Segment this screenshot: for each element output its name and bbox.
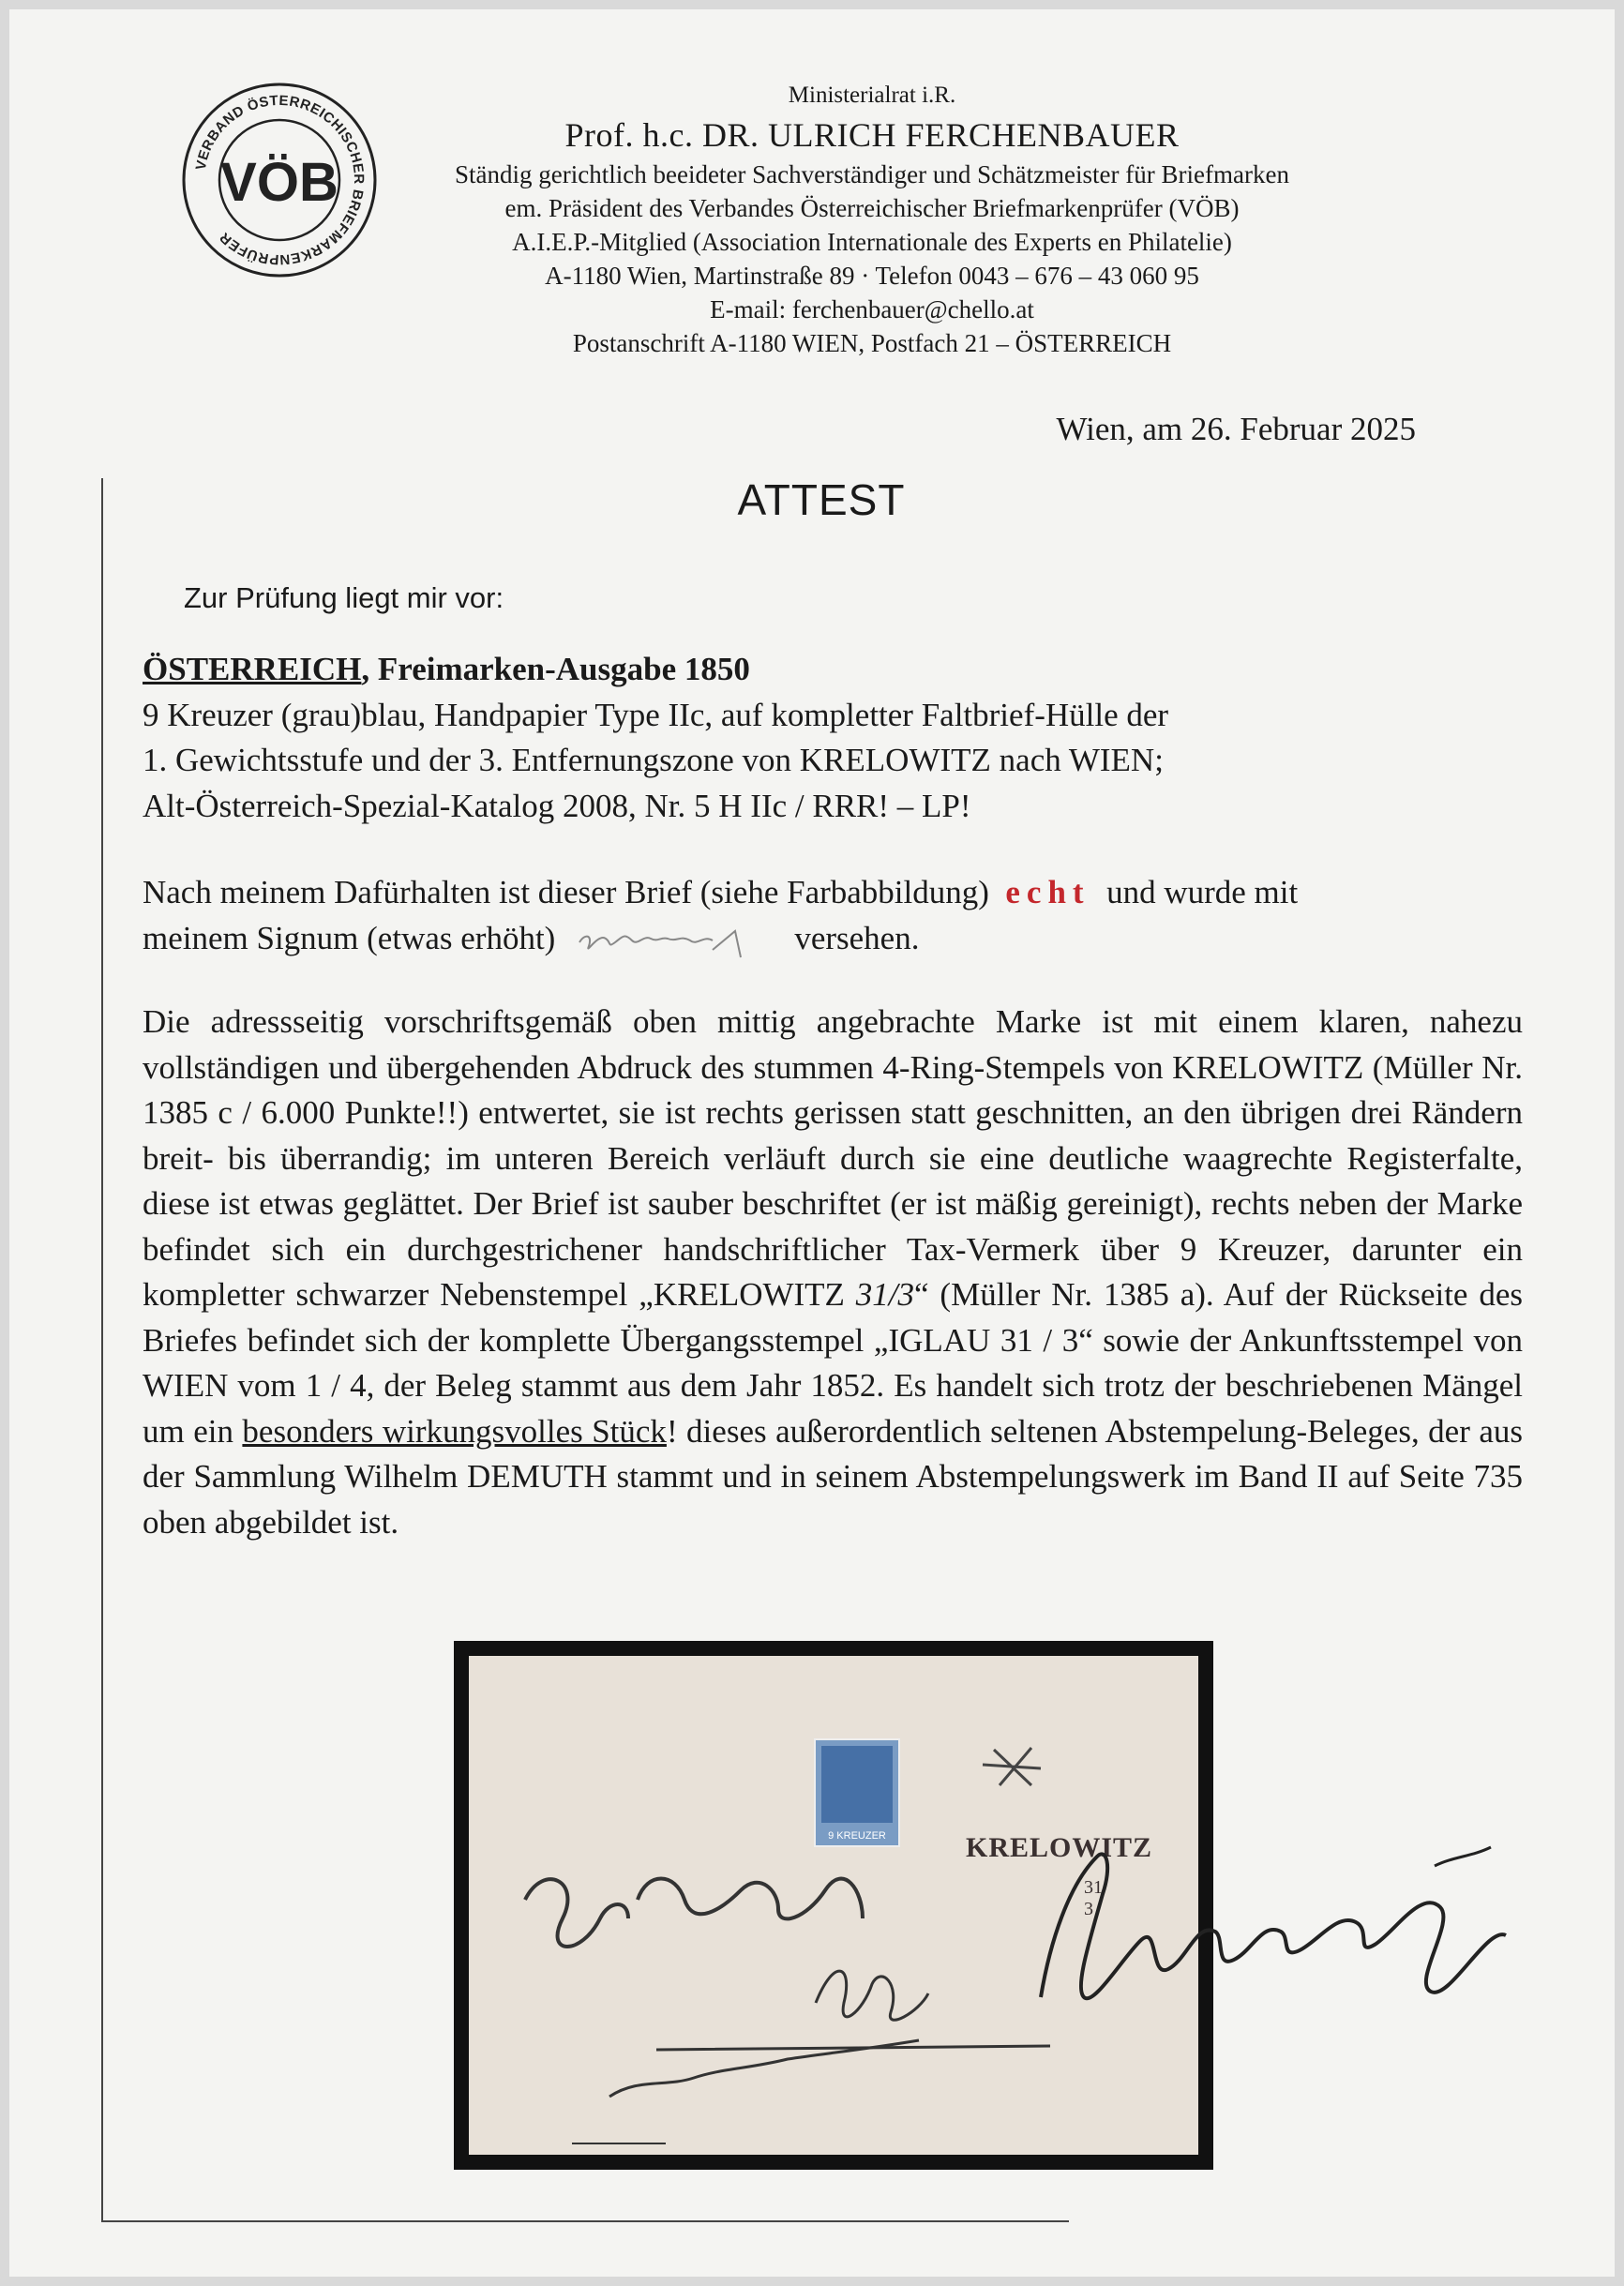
intro-line: Zur Prüfung liegt mir vor: xyxy=(184,581,504,614)
stamp-image xyxy=(814,1738,900,1847)
letterhead xyxy=(384,79,1360,360)
letterhead-line-3: A.I.E.P.-Mitglied (Association Internationale des Experts en Philatelie) xyxy=(512,228,1232,256)
item-heading xyxy=(143,647,1523,693)
seal-monogram: VÖB xyxy=(220,152,338,213)
left-margin-rule xyxy=(101,478,103,2222)
postmark-day: 31 xyxy=(1084,1877,1103,1898)
verdict-pre: Nach meinem Dafürhalten ist dieser Brief (siehe Farbabbildung) xyxy=(143,874,989,910)
letterhead-line-2: em. Präsident des Verbandes Österreichischer Briefmarkenprüfer (VÖB) xyxy=(504,194,1240,222)
condition-highlight: besonders wirkungsvolles Stück xyxy=(242,1412,667,1450)
small-signature-icon xyxy=(572,922,778,959)
verdict-line2-pre: meinem Signum (etwas erhöht) xyxy=(143,919,556,956)
condition-text-c: ! dieses außerordentlich seltenen Abstempelung-Beleges, der aus der Sammlung Wilhelm DEMUTH stammt und in seinem Abstempelungswerk im Band II auf Seite 735 oben abgebildet ist. xyxy=(143,1412,1523,1541)
letterhead-line-4: A-1180 Wien, Martinstraße 89 · Telefon 0043 – 676 – 43 060 95 xyxy=(545,262,1199,290)
seal-ring-text: VERBAND ÖSTERREICHISCHER BRIEFMARKENPRÜFER xyxy=(192,92,368,268)
letterhead-line-1: Ständig gerichtlich beeideter Sachverständiger und Schätzmeister für Briefmarken xyxy=(455,160,1289,188)
stamp-value-label: 9 KREUZER xyxy=(828,1830,886,1842)
verdict-genuine: echt xyxy=(1005,874,1090,910)
item-issue: , Freimarken-Ausgabe 1850 xyxy=(361,651,750,687)
letterhead-email: E-mail: ferchenbauer@chello.at xyxy=(710,295,1034,323)
expert-signature-icon xyxy=(1022,1828,1547,2072)
item-description xyxy=(143,647,1523,829)
verdict-line2-post: versehen. xyxy=(794,919,920,956)
document-title: ATTEST xyxy=(737,475,906,524)
verdict-line-1 xyxy=(143,870,1523,916)
condition-text-b: “ (Müller Nr. 1385 a). Auf der Rückseite des Briefes befindet sich der komplette Übergangsstempel „IGLAU 31 / 3“ sowie der Ankunftsstempel von WIEN vom 1 / 4, der Beleg stammt aus dem Jahr 1852. Es handelt sich trotz der beschriebenen Mängel um ein xyxy=(143,1276,1523,1450)
letterhead-rank: Ministerialrat i.R. xyxy=(788,83,956,108)
verdict-post: und wurde mit xyxy=(1106,874,1299,910)
condition-postmark-date: 31/3 xyxy=(855,1276,915,1313)
certificate-sheet xyxy=(9,9,1615,2277)
condition-description xyxy=(143,1000,1523,1545)
item-desc-line-1: 9 Kreuzer (grau)blau, Handpapier Type IIc, auf kompletter Faltbrief-Hülle der xyxy=(143,696,1169,733)
letterhead-name: Prof. h.c. DR. ULRICH FERCHENBAUER xyxy=(564,116,1180,154)
verdict xyxy=(143,870,1523,961)
postmark-month: 3 xyxy=(1084,1899,1093,1919)
item-country: ÖSTERREICH xyxy=(143,651,362,687)
verdict-line-2 xyxy=(143,916,1523,962)
item-desc-line-2: 1. Gewichtsstufe und der 3. Entfernungszone von KRELOWITZ nach WIEN; xyxy=(143,742,1164,778)
voeb-seal-icon xyxy=(180,81,379,279)
date-line: Wien, am 26. Februar 2025 xyxy=(1056,411,1416,447)
postmark-name: KRELOWITZ xyxy=(966,1832,1153,1863)
bottom-rule xyxy=(103,2220,1069,2222)
condition-text-a: Die adressseitig vorschriftsgemäß oben mittig angebrachte Marke ist mit einem klaren, nahezu vollständigen und übergehenden Abdruck des stummen 4-Ring-Stempels von KRELOWITZ (Müller Nr. 1385 c / 6.000 Punkte!!) entwertet, sie ist rechts gerissen statt geschnitten, an den übrigen drei Rändern breit- bis überrandig; im unteren Bereich verläuft durch sie eine deutliche waagrechte Registerfalte, diese ist etwas geglättet. Der Brief ist sauber beschriftet (er ist mäßig gereinigt), rechts neben der Marke befindet sich ein durchgestrichener handschriftlicher Tax-Vermerk über 9 Kreuzer, darunter ein kompletter schwarzer Nebenstempel „KRELOWITZ xyxy=(143,1003,1523,1313)
item-desc-line-3: Alt-Österreich-Spezial-Katalog 2008, Nr. 5 H IIc / RRR! – LP! xyxy=(143,787,971,824)
stamp-face xyxy=(821,1746,893,1823)
condition-paragraph xyxy=(143,1000,1523,1545)
letterhead-postal-address: Postanschrift A-1180 WIEN, Postfach 21 – ÖSTERREICH xyxy=(572,329,1172,357)
